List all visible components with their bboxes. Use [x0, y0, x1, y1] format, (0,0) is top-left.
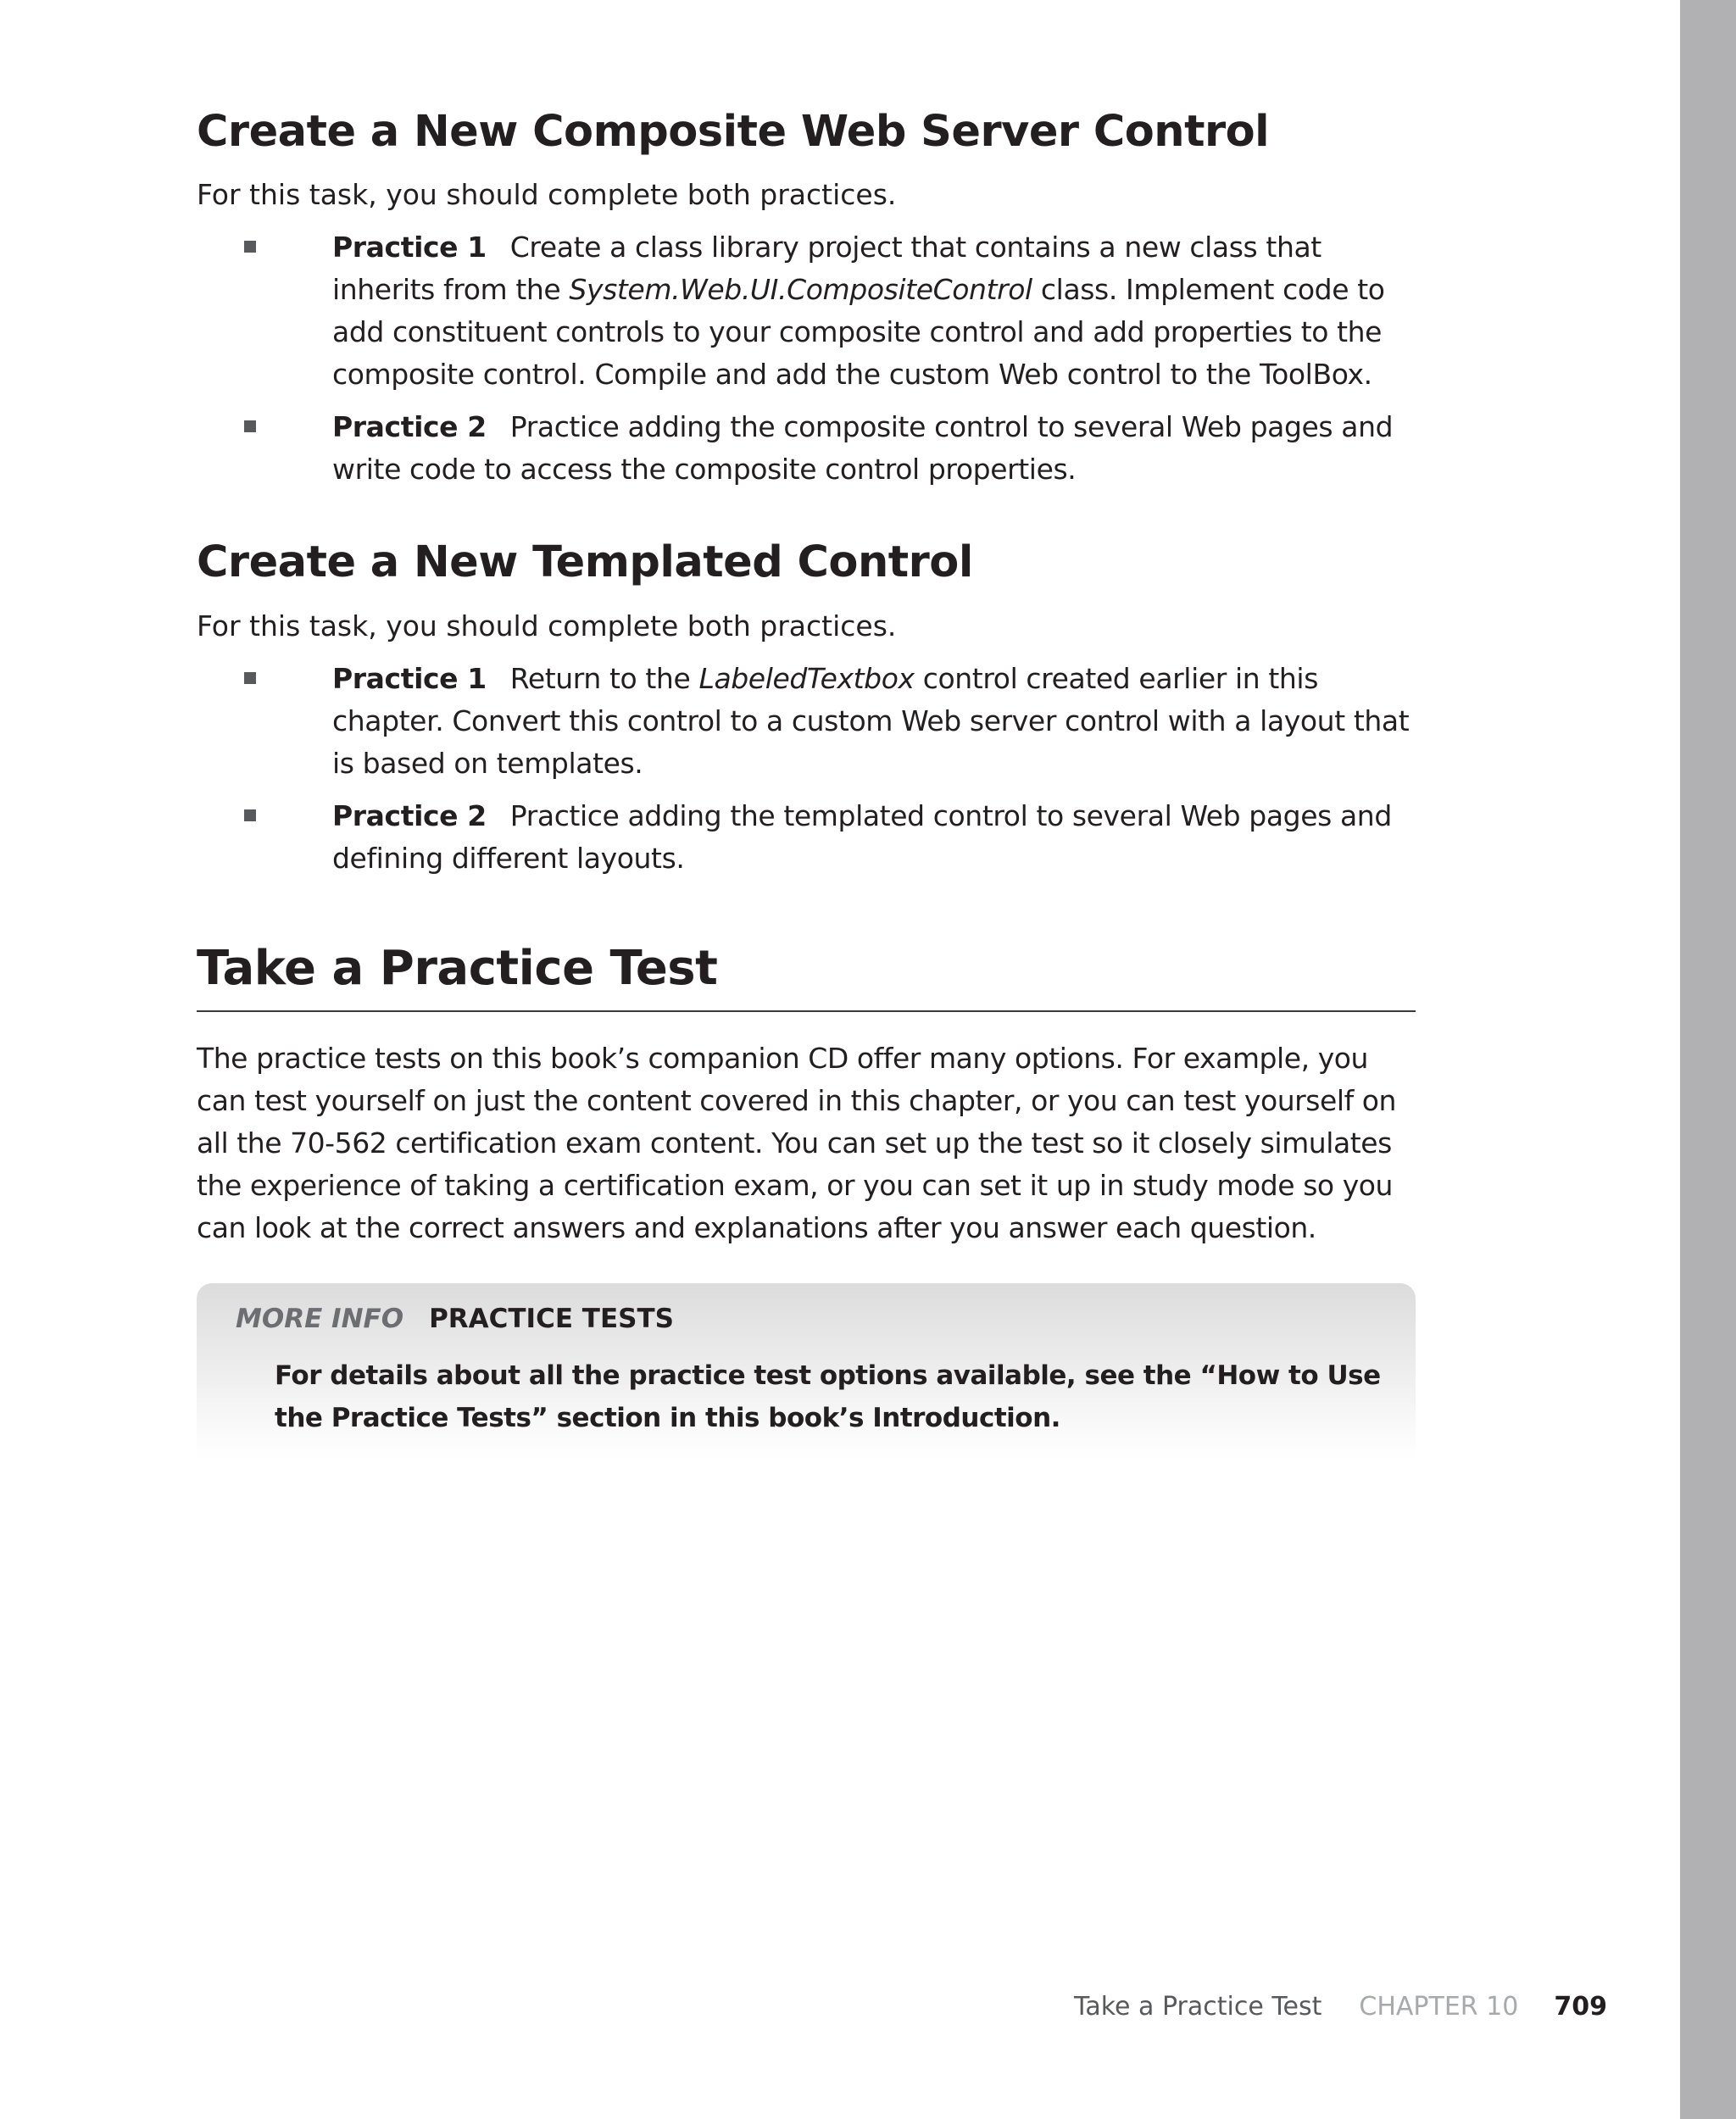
- page-title: Take a Practice Test: [197, 941, 718, 996]
- section-intro: For this task, you should complete both practices.: [197, 178, 897, 211]
- square-bullet-icon: [244, 672, 256, 684]
- more-info-header: [236, 1304, 674, 1334]
- code-term: System.Web.UI.CompositeControl: [569, 273, 1032, 306]
- practice-text: Practice 1 Create a class library project that contains a new class that inherits from the System.Web.UI.CompositeControl class. Implement code to add constituent controls to your composite control and add properties to the composite control. Compile and add the custom Web control to the ToolBox.: [332, 231, 1385, 391]
- square-bullet-icon: [244, 809, 256, 821]
- practice-label: Practice 2: [332, 410, 487, 443]
- page-footer: [1074, 1992, 1607, 2022]
- practice-text: Practice 2 Practice adding the templated control to several Web pages and defining different layouts.: [332, 799, 1392, 875]
- page-edge-tab: [1680, 0, 1736, 2119]
- practice-label: Practice 1: [332, 662, 487, 695]
- more-info-box: [197, 1283, 1416, 1461]
- more-info-text: For details about all the practice test options available, see the “How to Use the Practice Tests” section in this book’s Introduction.: [275, 1360, 1381, 1433]
- more-info-tag: MORE INFO: [236, 1304, 404, 1334]
- footer-section-title: Take a Practice Test: [1074, 1992, 1322, 2022]
- square-bullet-icon: [244, 241, 256, 253]
- page-number: 709: [1554, 1992, 1607, 2022]
- square-bullet-icon: [244, 420, 256, 432]
- practice-text: Practice 2 Practice adding the composite control to several Web pages and write code to access the composite control properties.: [332, 410, 1394, 486]
- body-paragraph: The practice tests on this book’s companion CD offer many options. For example, you can test yourself on just the content covered in this chapter, or you can test yourself on all the 70-562 certification exam content. You can set up the test so it closely simulates the experience of taking a certification exam, or you can set it up in study mode so you can look at the correct answers and explanations after you answer each question.: [197, 1042, 1397, 1244]
- section-heading-templated-control: Create a New Templated Control: [197, 537, 973, 587]
- section-heading-composite-control: Create a New Composite Web Server Control: [197, 107, 1270, 157]
- practice-label: Practice 1: [332, 231, 487, 264]
- section-intro: For this task, you should complete both practices.: [197, 609, 897, 642]
- code-term: LabeledTextbox: [698, 662, 915, 695]
- practice-text: Practice 1 Return to the LabeledTextbox control created earlier in this chapter. Convert this control to a custom Web server control with a layout that is based on templates.: [332, 662, 1410, 780]
- footer-chapter: CHAPTER 10: [1359, 1992, 1519, 2022]
- chapter-section-header: [197, 939, 1416, 1012]
- practice-label: Practice 2: [332, 799, 487, 832]
- more-info-title: PRACTICE TESTS: [429, 1304, 674, 1334]
